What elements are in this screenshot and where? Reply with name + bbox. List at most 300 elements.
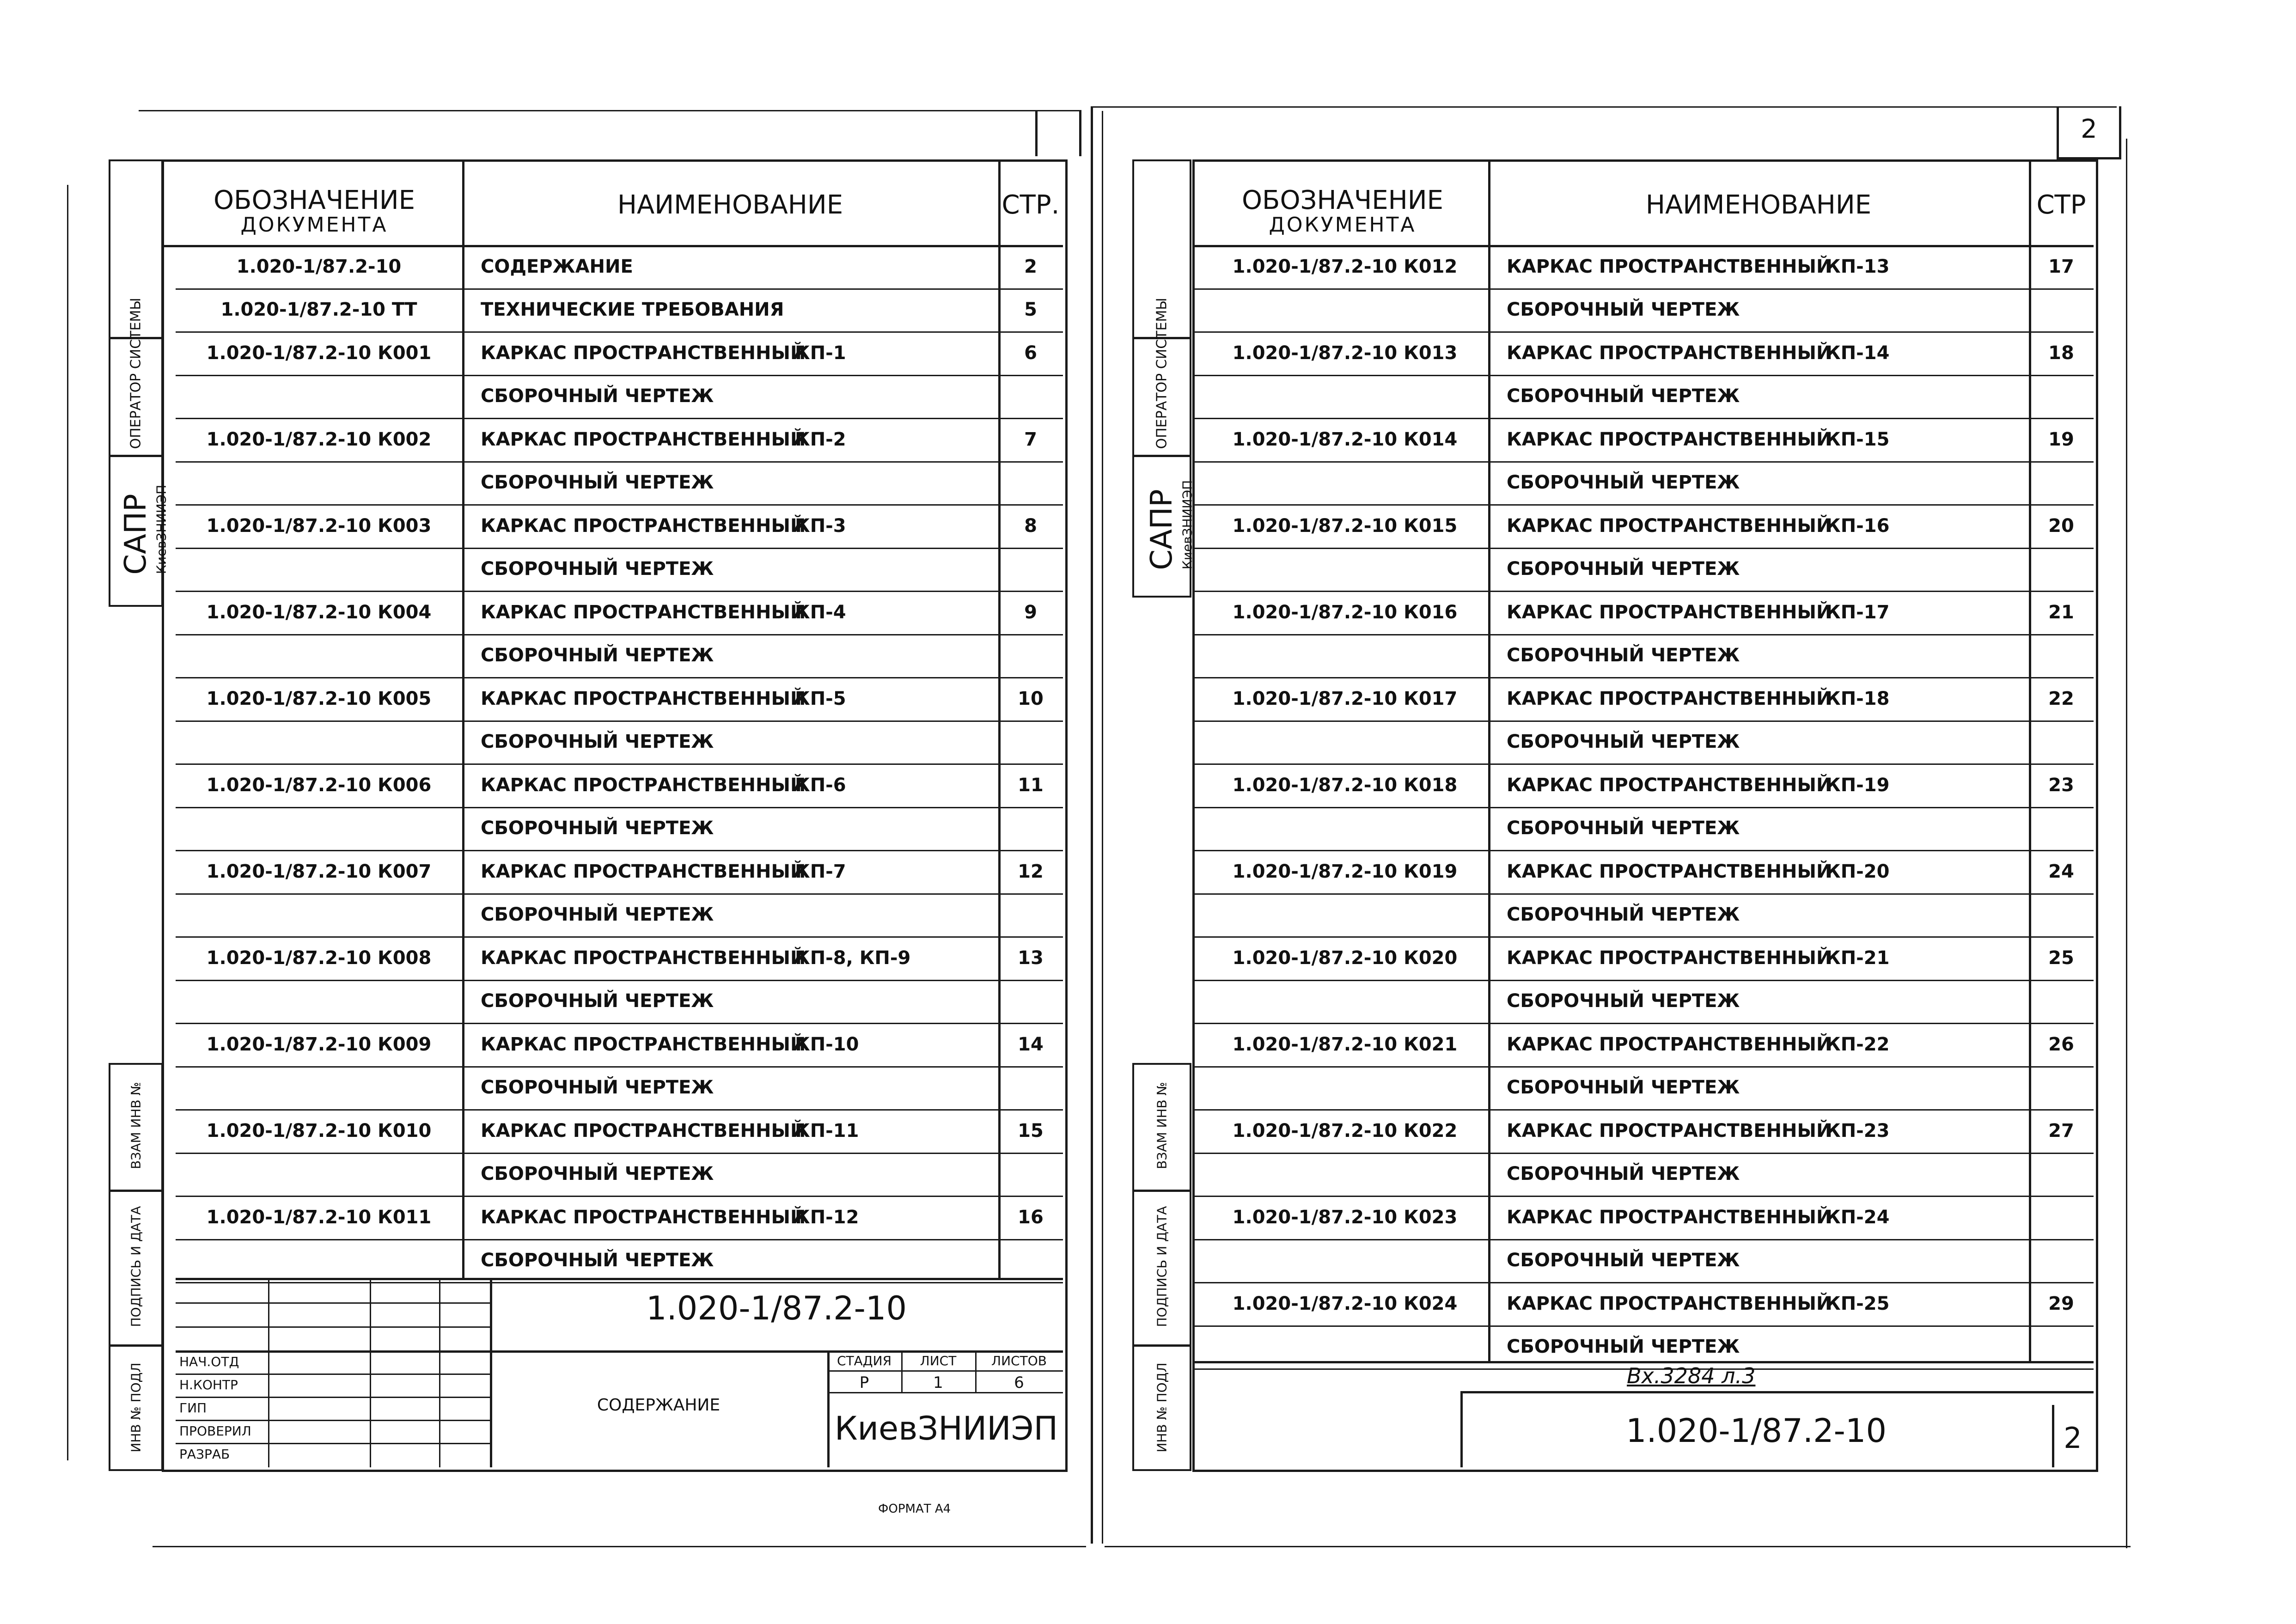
row-name: СБОРОЧНЫЙ ЧЕРТЕЖ — [1507, 472, 1740, 494]
row-code: 1.020-1/87.2-10 К016 — [1232, 601, 1458, 623]
row-code: 1.020-1/87.2-10 К008 — [206, 947, 432, 969]
row-page: 6 — [1024, 342, 1037, 364]
row-code — [176, 641, 462, 669]
row-rule — [1192, 850, 2094, 851]
row-page: 14 — [1018, 1033, 1044, 1055]
top-border-right — [1091, 106, 2117, 108]
right-stamp-sheet-number: 2 — [2064, 1421, 2082, 1455]
row-code: 1.020-1/87.2-10 К022 — [1232, 1120, 1458, 1142]
row-name: КАРКАС ПРОСТРАНСТВЕННЫЙ — [481, 1206, 806, 1228]
row-rule — [1192, 677, 2094, 678]
stamp-row-5 — [176, 1397, 490, 1398]
row-mark — [795, 469, 989, 496]
row-rule — [176, 1109, 1063, 1111]
row-rule — [176, 763, 1063, 765]
row-name: СБОРОЧНЫЙ ЧЕРТЕЖ — [481, 1163, 714, 1185]
row-mark: КП-18 — [1826, 688, 1890, 709]
row-code — [1202, 469, 1488, 496]
row-rule — [176, 980, 1063, 981]
right-operator-strip — [1132, 298, 1191, 457]
row-rule — [1192, 1282, 2094, 1283]
row-code — [1202, 1160, 1488, 1188]
row-page — [998, 814, 1063, 842]
row-mark — [795, 382, 989, 410]
row-page — [2029, 469, 2094, 496]
right-inv-strip — [1132, 1345, 1191, 1471]
stamp-role-label: НАЧ.ОТД — [179, 1354, 239, 1369]
inv-strip — [109, 1345, 163, 1471]
row-code: 1.020-1/87.2-10 К013 — [1232, 342, 1458, 364]
row-page: 22 — [2048, 688, 2074, 709]
stamp-row-1 — [176, 1302, 490, 1304]
format-label: ФОРМАТ А4 — [878, 1502, 951, 1516]
row-rule — [176, 677, 1063, 678]
row-mark — [795, 1246, 989, 1274]
row-mark: КП-20 — [1826, 861, 1890, 882]
row-page — [2029, 1333, 2094, 1361]
row-rule — [1192, 461, 2094, 463]
row-rule — [176, 591, 1063, 592]
row-page: 7 — [1024, 428, 1037, 450]
row-rule — [176, 1066, 1063, 1068]
right-header-name: НАИМЕНОВАНИЕ — [1645, 190, 1872, 220]
stamp-role-label: ПРОВЕРИЛ — [179, 1423, 251, 1439]
stamp-stage-rule-2 — [827, 1392, 1063, 1393]
row-code — [176, 1074, 462, 1101]
stamp-organization: КиевЗНИИЭП — [834, 1410, 1058, 1447]
left-edge-line — [67, 185, 68, 1460]
stamp-sheet-label: ЛИСТ — [920, 1353, 957, 1368]
row-page: 11 — [1018, 774, 1044, 796]
right-stamp-mid-rule — [1460, 1391, 2094, 1393]
row-mark — [795, 1074, 989, 1101]
row-mark — [1826, 987, 2020, 1015]
row-page — [2029, 1160, 2094, 1188]
row-mark: КП-16 — [1826, 515, 1890, 537]
row-page: 18 — [2048, 342, 2074, 364]
left-header-designation — [166, 187, 462, 236]
row-name: СБОРОЧНЫЙ ЧЕРТЕЖ — [1507, 385, 1740, 407]
right-vzam-label: ВЗАМ ИНВ № — [1154, 1082, 1170, 1169]
row-code — [1202, 1246, 1488, 1274]
row-rule — [176, 720, 1063, 722]
row-name: КАРКАС ПРОСТРАНСТВЕННЫЙ — [1507, 1033, 1832, 1055]
row-mark — [1826, 1160, 2020, 1188]
row-mark — [1826, 728, 2020, 756]
sapr-label: САПР — [119, 494, 153, 575]
row-rule — [1192, 1196, 2094, 1197]
row-name: СБОРОЧНЫЙ ЧЕРТЕЖ — [481, 558, 714, 580]
row-code: 1.020-1/87.2-10 К007 — [206, 861, 432, 882]
stamp-sheet-value: 1 — [933, 1374, 943, 1392]
row-mark: КП-13 — [1826, 256, 1890, 277]
row-code — [176, 814, 462, 842]
row-name: СБОРОЧНЫЙ ЧЕРТЕЖ — [481, 385, 714, 407]
row-rule — [1192, 1239, 2094, 1240]
right-border — [2126, 139, 2127, 1548]
row-page — [998, 987, 1063, 1015]
row-mark — [1826, 1074, 2020, 1101]
row-name: КАРКАС ПРОСТРАНСТВЕННЫЙ — [481, 342, 806, 364]
operator-strip — [109, 298, 163, 457]
stamp-row-6 — [176, 1420, 490, 1421]
row-name: СБОРОЧНЫЙ ЧЕРТЕЖ — [1507, 818, 1740, 839]
stamp-stage-label: СТАДИЯ — [837, 1353, 892, 1368]
right-stamp-doc-number: 1.020-1/87.2-10 — [1626, 1412, 1887, 1450]
row-mark — [1826, 901, 2020, 928]
row-page — [2029, 1074, 2094, 1101]
top-border-left — [139, 110, 1081, 111]
row-code — [1202, 728, 1488, 756]
row-mark: КП-24 — [1826, 1206, 1890, 1228]
row-code: 1.020-1/87.2-10 К017 — [1232, 688, 1458, 709]
row-rule — [1192, 1023, 2094, 1024]
row-page — [2029, 987, 2094, 1015]
row-code — [1202, 987, 1488, 1015]
row-rule — [1192, 936, 2094, 938]
row-code — [1202, 555, 1488, 583]
right-col-divider-1 — [1488, 159, 1490, 1361]
right-operator-label: ОПЕРАТОР СИСТЕМЫ — [1154, 298, 1170, 449]
row-code — [1202, 641, 1488, 669]
right-inv-label: ИНВ № ПОДЛ — [1154, 1362, 1170, 1453]
row-code: 1.020-1/87.2-10 ТТ — [220, 299, 417, 321]
row-rule — [176, 288, 1063, 290]
row-page: 20 — [2048, 515, 2074, 537]
row-mark — [795, 987, 989, 1015]
row-code — [1202, 382, 1488, 410]
row-code — [176, 1246, 462, 1274]
row-mark: КП-22 — [1826, 1033, 1890, 1055]
row-page — [2029, 382, 2094, 410]
stamp-vcol-1 — [268, 1278, 269, 1467]
row-mark: КП-8, КП-9 — [795, 947, 911, 969]
row-page — [2029, 1246, 2094, 1274]
row-rule — [176, 1023, 1063, 1024]
row-name: СБОРОЧНЫЙ ЧЕРТЕЖ — [1507, 1077, 1740, 1099]
row-name: КАРКАС ПРОСТРАНСТВЕННЫЙ — [1507, 515, 1832, 537]
stamp-sheets-value: 6 — [1014, 1374, 1024, 1392]
row-code — [1202, 296, 1488, 324]
row-rule — [1192, 720, 2094, 722]
row-rule — [176, 331, 1063, 333]
row-rule — [176, 634, 1063, 635]
stamp-row-7 — [176, 1443, 490, 1444]
row-name: КАРКАС ПРОСТРАНСТВЕННЫЙ — [481, 428, 806, 450]
row-rule — [176, 1153, 1063, 1154]
row-page — [998, 641, 1063, 669]
row-page — [2029, 901, 2094, 928]
row-page: 19 — [2048, 428, 2074, 450]
row-page: 24 — [2048, 861, 2074, 882]
row-code — [176, 555, 462, 583]
row-rule — [176, 1282, 1063, 1283]
row-rule — [1192, 1109, 2094, 1111]
row-rule — [176, 807, 1063, 808]
row-code: 1.020-1/87.2-10 К001 — [206, 342, 432, 364]
row-rule — [176, 504, 1063, 506]
right-sapr-strip — [1132, 455, 1195, 598]
row-mark: КП-19 — [1826, 774, 1890, 796]
row-page: 5 — [1024, 299, 1037, 321]
row-rule — [1192, 807, 2094, 808]
row-rule — [176, 850, 1063, 851]
row-rule — [176, 418, 1063, 419]
right-sapr-sublabel: КиевЗНИИЭП — [1179, 480, 1195, 570]
right-header-designation — [1197, 187, 1488, 236]
row-page — [998, 728, 1063, 756]
row-code: 1.020-1/87.2-10 К023 — [1232, 1206, 1458, 1228]
right-header-page: СТР — [2036, 190, 2086, 220]
inv-label: ИНВ № ПОДЛ — [128, 1362, 144, 1453]
right-header-designation-text: ОБОЗНАЧЕНИЕ — [1241, 185, 1444, 215]
row-code: 1.020-1/87.2-10 К009 — [206, 1033, 432, 1055]
row-code: 1.020-1/87.2-10 К015 — [1232, 515, 1458, 537]
row-code: 1.020-1/87.2-10 К012 — [1232, 256, 1458, 277]
row-rule — [1192, 1325, 2094, 1327]
row-name: ТЕХНИЧЕСКИЕ ТРЕБОВАНИЯ — [481, 299, 784, 321]
row-mark: КП-12 — [795, 1206, 859, 1228]
row-mark — [1826, 814, 2020, 842]
row-rule — [176, 548, 1063, 549]
row-rule — [1192, 1066, 2094, 1068]
row-name: СБОРОЧНЫЙ ЧЕРТЕЖ — [481, 818, 714, 839]
row-code: 1.020-1/87.2-10 К003 — [206, 515, 432, 537]
row-name: КАРКАС ПРОСТРАНСТВЕННЫЙ — [481, 774, 806, 796]
stamp-row-4 — [176, 1374, 490, 1375]
stamp-vcol-3 — [439, 1278, 440, 1467]
podpis-label: ПОДПИСЬ И ДАТА — [128, 1206, 144, 1327]
row-mark: КП-15 — [1826, 428, 1890, 450]
page-number-box — [2057, 106, 2121, 159]
row-page — [2029, 814, 2094, 842]
row-page: 2 — [1024, 256, 1037, 277]
row-page — [998, 469, 1063, 496]
row-name: КАРКАС ПРОСТРАНСТВЕННЫЙ — [481, 601, 806, 623]
row-name: СБОРОЧНЫЙ ЧЕРТЕЖ — [1507, 645, 1740, 666]
row-name: КАРКАС ПРОСТРАНСТВЕННЫЙ — [1507, 1293, 1832, 1314]
row-mark: КП-3 — [795, 515, 846, 537]
row-page: 21 — [2048, 601, 2074, 623]
stamp-row-2 — [176, 1326, 490, 1328]
left-corner-box — [1035, 110, 1081, 156]
stamp-role-label: РАЗРАБ — [179, 1447, 230, 1462]
row-name: СБОРОЧНЫЙ ЧЕРТЕЖ — [1507, 558, 1740, 580]
row-page: 29 — [2048, 1293, 2074, 1314]
row-mark — [795, 901, 989, 928]
row-name: СБОРОЧНЫЙ ЧЕРТЕЖ — [1507, 1163, 1740, 1185]
row-name: СБОРОЧНЫЙ ЧЕРТЕЖ — [1507, 1336, 1740, 1358]
row-code — [176, 469, 462, 496]
row-mark: КП-2 — [795, 428, 846, 450]
row-mark: КП-10 — [795, 1033, 859, 1055]
row-page: 16 — [1018, 1206, 1044, 1228]
row-mark — [1826, 555, 2020, 583]
right-podpis-label: ПОДПИСЬ И ДАТА — [1154, 1206, 1170, 1327]
row-page: 13 — [1018, 947, 1044, 969]
left-header-designation-text: ОБОЗНАЧЕНИЕ — [213, 185, 415, 215]
stamp-main-rule — [176, 1350, 1063, 1353]
row-name: КАРКАС ПРОСТРАНСТВЕННЫЙ — [1507, 1120, 1832, 1142]
bottom-border-right — [1105, 1546, 2131, 1547]
row-rule — [1192, 980, 2094, 981]
row-name: КАРКАС ПРОСТРАНСТВЕННЫЙ — [481, 1120, 806, 1142]
row-page: 23 — [2048, 774, 2074, 796]
row-page: 10 — [1018, 688, 1044, 709]
row-name: СОДЕРЖАНИЕ — [481, 256, 633, 277]
sapr-strip — [109, 455, 169, 607]
row-name: СБОРОЧНЫЙ ЧЕРТЕЖ — [1507, 904, 1740, 926]
row-rule — [176, 375, 1063, 376]
row-page: 8 — [1024, 515, 1037, 537]
row-mark — [1826, 641, 2020, 669]
row-name: КАРКАС ПРОСТРАНСТВЕННЫЙ — [481, 947, 806, 969]
row-mark — [795, 555, 989, 583]
row-rule — [1192, 504, 2094, 506]
right-header-rule — [1192, 245, 2094, 247]
stamp-role-label: Н.КОНТР — [179, 1377, 238, 1392]
row-code — [176, 728, 462, 756]
row-code — [176, 382, 462, 410]
row-name: СБОРОЧНЫЙ ЧЕРТЕЖ — [481, 904, 714, 926]
sapr-sublabel: КиевЗНИИЭП — [153, 484, 169, 574]
row-mark — [795, 296, 989, 324]
row-rule — [176, 893, 1063, 895]
row-mark — [1826, 1246, 2020, 1274]
row-code — [1202, 901, 1488, 928]
row-mark — [795, 253, 989, 281]
row-name: СБОРОЧНЫЙ ЧЕРТЕЖ — [481, 645, 714, 666]
left-stamp-doc-number: 1.020-1/87.2-10 — [646, 1289, 907, 1327]
row-name: КАРКАС ПРОСТРАНСТВЕННЫЙ — [1507, 342, 1832, 364]
stamp-stage-value: Р — [859, 1374, 869, 1392]
row-name: КАРКАС ПРОСТРАНСТВЕННЫЙ — [481, 688, 806, 709]
vzam-label: ВЗАМ ИНВ № — [128, 1082, 144, 1169]
row-rule — [1192, 763, 2094, 765]
row-mark — [795, 1160, 989, 1188]
stamp-top-rule — [176, 1278, 1063, 1280]
row-code: 1.020-1/87.2-10 К006 — [206, 774, 432, 796]
row-name: КАРКАС ПРОСТРАНСТВЕННЫЙ — [481, 861, 806, 882]
row-code: 1.020-1/87.2-10 К011 — [206, 1206, 432, 1228]
row-code: 1.020-1/87.2-10 К005 — [206, 688, 432, 709]
row-page: 15 — [1018, 1120, 1044, 1142]
row-code — [1202, 814, 1488, 842]
row-rule — [1192, 548, 2094, 549]
row-page — [998, 1074, 1063, 1101]
left-header-designation-sub: ДОКУМЕНТА — [240, 213, 388, 237]
right-podpis-strip — [1132, 1190, 1191, 1346]
row-code: 1.020-1/87.2-10 К002 — [206, 428, 432, 450]
row-mark: КП-11 — [795, 1120, 859, 1142]
row-page: 17 — [2048, 256, 2074, 277]
row-page — [2029, 555, 2094, 583]
stamp-sheets-label: ЛИСТОВ — [991, 1353, 1047, 1368]
row-rule — [1192, 375, 2094, 376]
row-name: КАРКАС ПРОСТРАНСТВЕННЫЙ — [481, 1033, 806, 1055]
row-name: КАРКАС ПРОСТРАНСТВЕННЫЙ — [1507, 428, 1832, 450]
row-name: КАРКАС ПРОСТРАНСТВЕННЫЙ — [1507, 861, 1832, 882]
row-rule — [1192, 634, 2094, 635]
row-name: СБОРОЧНЫЙ ЧЕРТЕЖ — [1507, 1250, 1740, 1271]
row-mark — [1826, 382, 2020, 410]
operator-label: ОПЕРАТОР СИСТЕМЫ — [128, 298, 144, 449]
vzam-strip — [109, 1063, 163, 1191]
row-code — [1202, 1333, 1488, 1361]
row-rule — [176, 461, 1063, 463]
row-name: СБОРОЧНЫЙ ЧЕРТЕЖ — [481, 1077, 714, 1099]
row-name: КАРКАС ПРОСТРАНСТВЕННЫЙ — [1507, 947, 1832, 969]
page-number: 2 — [2081, 114, 2097, 144]
row-page — [2029, 641, 2094, 669]
row-name: КАРКАС ПРОСТРАНСТВЕННЫЙ — [481, 515, 806, 537]
stamp-role-label: ГИП — [179, 1400, 207, 1416]
row-page — [998, 555, 1063, 583]
row-code — [1202, 1074, 1488, 1101]
row-page: 12 — [1018, 861, 1044, 882]
row-name: КАРКАС ПРОСТРАНСТВЕННЫЙ — [1507, 256, 1832, 277]
row-code — [176, 1160, 462, 1188]
row-rule — [176, 1196, 1063, 1197]
row-page — [998, 1246, 1063, 1274]
row-mark — [795, 641, 989, 669]
row-page — [998, 901, 1063, 928]
row-page: 25 — [2048, 947, 2074, 969]
stamp-stage-col-2 — [975, 1350, 977, 1392]
row-code: 1.020-1/87.2-10 К024 — [1232, 1293, 1458, 1314]
row-rule — [1192, 331, 2094, 333]
row-mark: КП-5 — [795, 688, 846, 709]
row-page: 9 — [1024, 601, 1037, 623]
row-mark — [1826, 1333, 2020, 1361]
row-name: СБОРОЧНЫЙ ЧЕРТЕЖ — [481, 472, 714, 494]
row-page: 26 — [2048, 1033, 2074, 1055]
row-mark — [795, 814, 989, 842]
row-mark — [1826, 296, 2020, 324]
row-name: КАРКАС ПРОСТРАНСТВЕННЫЙ — [1507, 774, 1832, 796]
row-mark: КП-7 — [795, 861, 846, 882]
stamp-vcol-2 — [370, 1278, 371, 1467]
row-name: СБОРОЧНЫЙ ЧЕРТЕЖ — [1507, 299, 1740, 321]
row-code: 1.020-1/87.2-10 — [236, 256, 402, 277]
row-code: 1.020-1/87.2-10 К004 — [206, 601, 432, 623]
row-name: СБОРОЧНЫЙ ЧЕРТЕЖ — [481, 990, 714, 1012]
right-header-designation-sub: ДОКУМЕНТА — [1269, 213, 1417, 237]
right-vzam-strip — [1132, 1063, 1191, 1191]
left-header-name: НАИМЕНОВАНИЕ — [617, 190, 843, 220]
bottom-border-left — [153, 1546, 1086, 1547]
left-header-page: СТР. — [1001, 190, 1060, 220]
right-sapr-label: САПР — [1145, 489, 1179, 570]
left-header-rule — [162, 245, 1063, 247]
center-fold-line — [1091, 106, 1093, 1544]
row-rule — [1192, 1153, 2094, 1154]
row-mark: КП-25 — [1826, 1293, 1890, 1314]
row-page — [2029, 728, 2094, 756]
row-mark: КП-1 — [795, 342, 846, 364]
row-code: 1.020-1/87.2-10 К020 — [1232, 947, 1458, 969]
row-mark: КП-4 — [795, 601, 846, 623]
row-rule — [1192, 288, 2094, 290]
row-page — [2029, 296, 2094, 324]
row-page — [2029, 1203, 2094, 1231]
row-rule — [1192, 893, 2094, 895]
row-page — [998, 382, 1063, 410]
row-code: 1.020-1/87.2-10 К010 — [206, 1120, 432, 1142]
row-rule — [1192, 591, 2094, 592]
row-mark: КП-23 — [1826, 1120, 1890, 1142]
row-code: 1.020-1/87.2-10 К018 — [1232, 774, 1458, 796]
